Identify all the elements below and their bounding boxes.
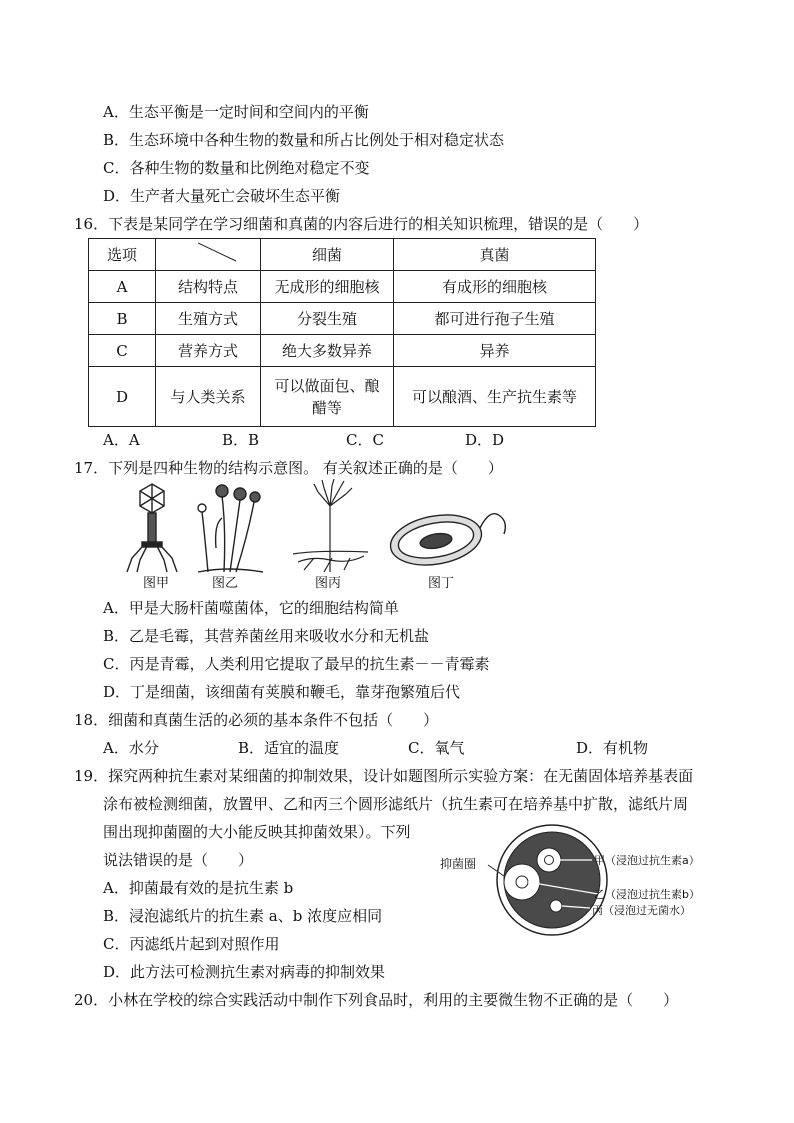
petri-dish-diagram — [436, 824, 726, 936]
table-cell: 结构特点 — [156, 271, 261, 303]
q16-choice-a: A．A — [103, 431, 140, 449]
q16-choice-c: C．C — [346, 431, 384, 449]
mucor-figure — [198, 485, 263, 572]
diagonal-line — [198, 242, 238, 262]
phage-figure — [127, 484, 177, 572]
table-cell: 无成形的细胞核 — [261, 271, 394, 303]
penicillium-figure — [293, 479, 368, 572]
q17-option-b: B．乙是毛霉，其营养菌丝用来吸收水分和无机盐 — [103, 627, 430, 645]
table-header-row — [89, 239, 596, 271]
q17-option-c: C．丙是青霉，人类利用它提取了最早的抗生素－－青霉素 — [103, 655, 490, 673]
q18-choice-c: C．氧气 — [408, 739, 465, 757]
q18-stem: 18．细菌和真菌生活的必须的基本条件不包括（ ） — [74, 711, 439, 729]
q17-stem: 17．下列是四种生物的结构示意图。 有关叙述正确的是（ ） — [74, 459, 503, 477]
table-cell: C — [89, 335, 156, 367]
table-row — [89, 367, 596, 427]
disc-a — [545, 856, 554, 865]
table-cell: 可以做面包、酿醋等 — [261, 367, 394, 427]
q19-stem-line-2: 涂布被检测细菌，放置甲、乙和丙三个圆形滤纸片（抗生素可在培养基中扩散，滤纸片周 — [103, 795, 689, 813]
table-header-cell-diagonal — [156, 239, 261, 271]
table-header-cell: 真菌 — [394, 239, 596, 271]
table-row — [89, 303, 596, 335]
q17-option-d: D．丁是细菌，该细菌有荚膜和鞭毛，靠芽孢繁殖后代 — [103, 683, 461, 701]
caption-bing: 图丙 — [315, 576, 342, 591]
table-cell: A — [89, 271, 156, 303]
table-cell: 营养方式 — [156, 335, 261, 367]
table-row — [89, 271, 596, 303]
q18-choice-a: A．水分 — [103, 739, 159, 757]
q16-table — [88, 238, 596, 427]
label-b: 乙（浸泡过抗生素b） — [594, 888, 700, 901]
q19-option-b: B．浸泡滤纸片的抗生素 a、b 浓度应相同 — [103, 907, 383, 925]
bacterium-figure — [387, 508, 506, 571]
q18-choice-b: B．适宜的温度 — [238, 739, 340, 757]
table-cell: D — [89, 367, 156, 427]
q15-option-c: C．各种生物的数量和比例绝对稳定不变 — [103, 159, 370, 177]
label-a: 甲（浸泡过抗生素a） — [594, 854, 700, 867]
q15-option-b: B．生态环境中各种生物的数量和所占比例处于相对稳定状态 — [103, 131, 505, 149]
q19-option-a: A．抑菌最有效的是抗生素 b — [103, 879, 294, 897]
table-cell: 绝大多数异养 — [261, 335, 394, 367]
q17-organism-figures — [118, 478, 518, 574]
caption-ding: 图丁 — [428, 576, 455, 591]
caption-yi: 图乙 — [212, 576, 239, 591]
table-cell: 有成形的细胞核 — [394, 271, 596, 303]
table-row — [89, 335, 596, 367]
q15-option-a: A．生态平衡是一定时间和空间内的平衡 — [103, 103, 369, 121]
q16-choice-d: D．D — [465, 431, 505, 449]
q19-stem-line-4: 说法错误的是（ ） — [103, 851, 254, 869]
table-cell: 异养 — [394, 335, 596, 367]
q19-stem-line-1: 19．探究两种抗生素对某细菌的抑制效果，设计如题图所示实验方案：在无菌固体培养基表面 — [74, 767, 694, 785]
caption-jia: 图甲 — [143, 576, 170, 591]
q19-option-d: D．此方法可检测抗生素对病毒的抑制效果 — [103, 963, 386, 981]
q19-option-c: C．丙滤纸片起到对照作用 — [103, 935, 280, 953]
q15-option-d: D．生产者大量死亡会破坏生态平衡 — [103, 187, 341, 205]
q16-choice-b: B．B — [222, 431, 260, 449]
table-header-cell: 细菌 — [261, 239, 394, 271]
q20-stem: 20．小林在学校的综合实践活动中制作下列食品时，利用的主要微生物不正确的是（ ） — [74, 991, 679, 1009]
table-cell: 与人类关系 — [156, 367, 261, 427]
q18-choice-d: D．有机物 — [576, 739, 649, 757]
disc-b — [516, 876, 528, 888]
table-cell: 都可进行孢子生殖 — [394, 303, 596, 335]
table-cell: 可以酿酒、生产抗生素等 — [394, 367, 596, 427]
q17-option-a: A．甲是大肠杆菌噬菌体，它的细胞结构简单 — [103, 599, 399, 617]
table-cell: B — [89, 303, 156, 335]
q19-stem-line-3: 围出现抑菌圈的大小能反映其抑菌效果）。下列 — [103, 823, 411, 841]
label-c: 丙（浸泡过无菌水） — [592, 904, 691, 917]
table-cell: 生殖方式 — [156, 303, 261, 335]
table-header-cell: 选项 — [89, 239, 156, 271]
label-zone: 抑菌圈 — [440, 857, 477, 871]
disc-c — [550, 900, 562, 912]
q16-stem: 16．下表是某同学在学习细菌和真菌的内容后进行的相关知识梳理，错误的是（ ） — [74, 215, 649, 233]
table-cell: 分裂生殖 — [261, 303, 394, 335]
